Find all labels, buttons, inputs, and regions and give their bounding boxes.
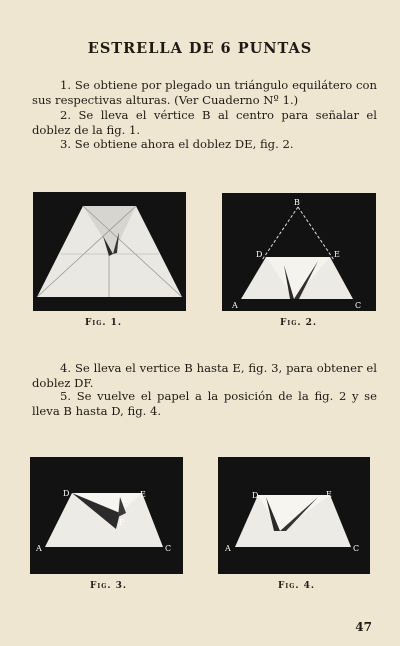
fig3-label-e: E (140, 490, 146, 499)
paragraph-4-text: 4. Se lleva el vertice B hasta E, fig. 3, para obtener el doblez DF. (32, 361, 377, 390)
fig2-label-a: A (232, 301, 238, 310)
figure-1-caption: Fig. 1. (85, 318, 122, 328)
paragraph-5 (32, 389, 377, 419)
paragraph-5-text: 5. Se vuelve el papel a la posición de la fig. 2 y se lleva B hasta D, fig. 4. (32, 389, 377, 418)
fig3-label-f: F (119, 518, 125, 527)
paragraph-1 (32, 78, 377, 108)
paragraph-4 (32, 361, 377, 391)
page-title: ESTRELLA DE 6 PUNTAS (87, 40, 313, 57)
figure-2-caption: Fig. 2. (280, 318, 317, 328)
fig4-label-d: D (252, 491, 259, 500)
figure-2-photo (222, 193, 376, 311)
page-number: 47 (355, 620, 372, 634)
fig3-label-a: A (36, 544, 42, 553)
paragraph-3 (32, 137, 377, 152)
fig4-label-a: A (225, 544, 231, 553)
paragraph-2-text: 2. Se lleva el vértice B al centro para señalar el doblez de la fig. 1. (32, 108, 377, 137)
paragraph-3-text: 3. Se obtiene ahora el doblez DE, fig. 2. (60, 137, 294, 151)
figure-3-photo (30, 457, 183, 574)
fig2-label-e: E (334, 250, 340, 259)
figure-4-caption: Fig. 4. (278, 581, 315, 591)
figure-3-caption: Fig. 3. (90, 581, 127, 591)
fig2-label-c: C (355, 301, 362, 310)
fig4-label-e: E (326, 490, 332, 499)
fig2-label-b: B (294, 198, 300, 207)
paragraph-2 (32, 108, 377, 138)
fig2-label-d: D (256, 250, 263, 259)
figure-1-photo (33, 192, 186, 311)
fig3-label-b: B (122, 496, 128, 504)
fig4-label-c: C (353, 544, 360, 553)
fig3-label-d: D (63, 489, 70, 498)
paragraph-1-text: 1. Se obtiene por plegado un triángulo equilátero con sus respectivas alturas. (Ver Cuaderno Nº 1.) (32, 78, 377, 107)
fig3-label-c: C (165, 544, 172, 553)
figure-4-photo (218, 457, 370, 574)
